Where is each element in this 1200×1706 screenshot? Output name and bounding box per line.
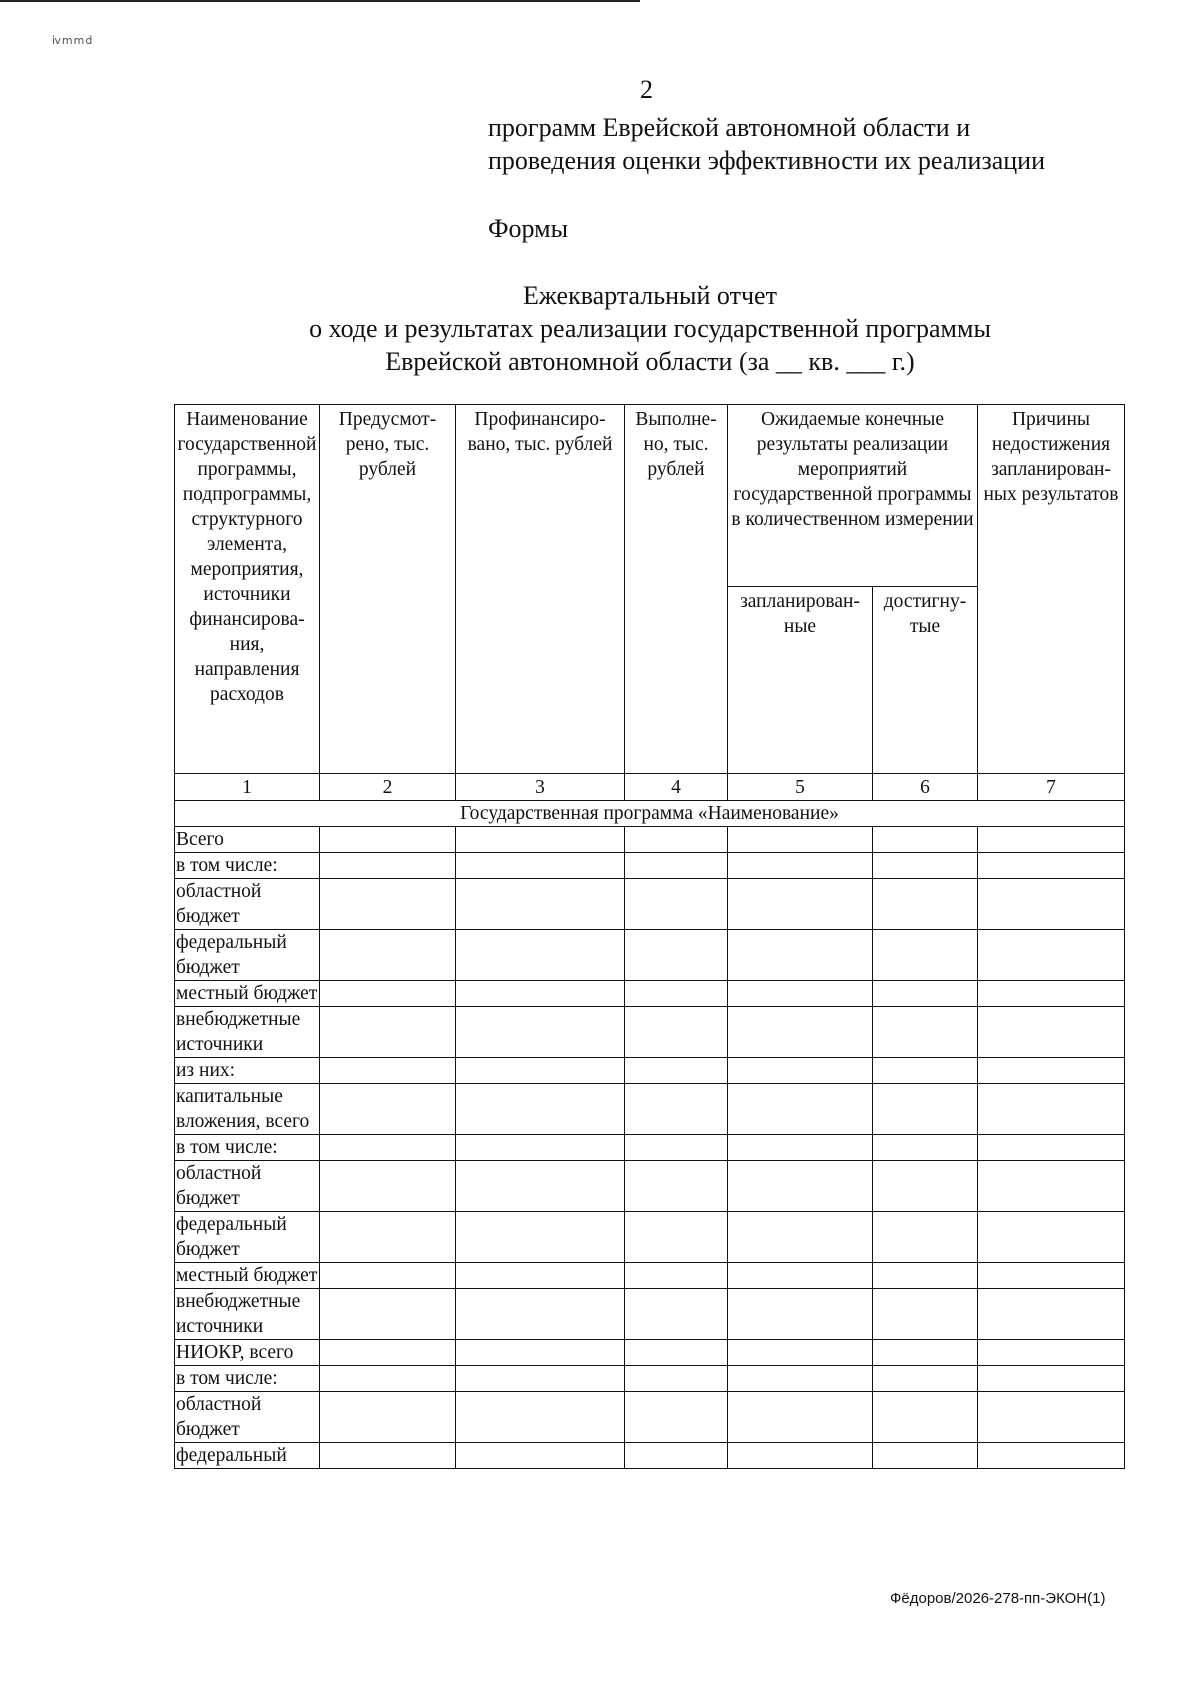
table-cell: [873, 1340, 978, 1366]
table-cell: [728, 1161, 873, 1212]
top-border-line: [0, 0, 640, 2]
table-cell: [728, 1007, 873, 1058]
table-cell: [625, 853, 728, 879]
row-label: из них:: [175, 1058, 320, 1084]
table-cell: [320, 1340, 456, 1366]
table-cell: [728, 1366, 873, 1392]
table-row: [175, 827, 1125, 853]
section-title: Государственная программа «Наименование»: [175, 801, 1125, 827]
table-cell: [873, 1212, 978, 1263]
table-cell: [625, 1289, 728, 1340]
table-row: [175, 1340, 1125, 1366]
table-row: [175, 1263, 1125, 1289]
table-cell: [320, 1263, 456, 1289]
table-row: [175, 1366, 1125, 1392]
table-cell: [978, 1443, 1125, 1469]
report-title-line-2: о ходе и результатах реализации государственной программы: [309, 314, 991, 343]
table-cell: [728, 1443, 873, 1469]
table-cell: [873, 853, 978, 879]
table-cell: [873, 1161, 978, 1212]
table-cell: [873, 981, 978, 1007]
column-numbers-row: [175, 774, 1125, 801]
table-cell: [320, 1135, 456, 1161]
table-cell: [978, 853, 1125, 879]
table-cell: [625, 1212, 728, 1263]
table-cell: [320, 1161, 456, 1212]
row-label: федеральный бюджет: [175, 930, 320, 981]
row-label: федеральный: [175, 1443, 320, 1469]
table-cell: [873, 1084, 978, 1135]
table-cell: [728, 1212, 873, 1263]
table-cell: [625, 1392, 728, 1443]
table-cell: [625, 1007, 728, 1058]
table-cell: [978, 981, 1125, 1007]
table-cell: [625, 981, 728, 1007]
header-col-7: Причины недостижения запланированных результатов: [978, 405, 1125, 774]
table-row: [175, 1007, 1125, 1058]
table-cell: [873, 1392, 978, 1443]
row-label: внебюджетные источники: [175, 1007, 320, 1058]
table-row: [175, 1058, 1125, 1084]
scan-mark: ⅳⅿⅿⅾ: [52, 35, 94, 47]
table-cell: [728, 1289, 873, 1340]
table-cell: [978, 879, 1125, 930]
table-cell: [456, 1392, 625, 1443]
table-row: [175, 1443, 1125, 1469]
column-number: 2: [320, 774, 456, 801]
table-cell: [625, 827, 728, 853]
table-cell: [320, 1058, 456, 1084]
table-cell: [456, 981, 625, 1007]
table-cell: [320, 930, 456, 981]
table-cell: [456, 1135, 625, 1161]
header-col-1: Наименование государственной программы, подпрограммы, структурного элемента, мероприятия, источники финансирования, направления расходов: [175, 405, 320, 774]
table-cell: [873, 1366, 978, 1392]
table-cell: [456, 1289, 625, 1340]
row-label: капитальные вложения, всего: [175, 1084, 320, 1135]
header-col-5: запланированные: [728, 587, 873, 774]
table-cell: [728, 853, 873, 879]
table-row: [175, 930, 1125, 981]
section-row: [175, 801, 1125, 827]
table-cell: [873, 930, 978, 981]
table-cell: [728, 930, 873, 981]
row-label: областной бюджет: [175, 879, 320, 930]
table-cell: [320, 1212, 456, 1263]
table-cell: [873, 1443, 978, 1469]
table-row: [175, 981, 1125, 1007]
table-cell: [625, 1340, 728, 1366]
table-cell: [978, 1289, 1125, 1340]
table-cell: [456, 1263, 625, 1289]
table-cell: [625, 1135, 728, 1161]
table-cell: [728, 1058, 873, 1084]
row-label: областной бюджет: [175, 1161, 320, 1212]
table-cell: [728, 1084, 873, 1135]
table-cell: [978, 1263, 1125, 1289]
table-cell: [625, 930, 728, 981]
table-cell: [978, 1366, 1125, 1392]
table-cell: [320, 1007, 456, 1058]
table-cell: [456, 1161, 625, 1212]
table-cell: [978, 930, 1125, 981]
header-col-3: Профинансировано, тыс. рублей: [456, 405, 625, 774]
row-label: в том числе:: [175, 1135, 320, 1161]
table-cell: [625, 1263, 728, 1289]
header-col-4: Выполнено, тыс. рублей: [625, 405, 728, 774]
row-label: местный бюджет: [175, 981, 320, 1007]
table-row: [175, 1289, 1125, 1340]
table-cell: [320, 1289, 456, 1340]
header-col-5-6-group: Ожидаемые конечные результаты реализации мероприятий государственной программы в количественном измерении: [728, 405, 978, 587]
column-number: 7: [978, 774, 1125, 801]
row-label: в том числе:: [175, 1366, 320, 1392]
table-cell: [873, 1007, 978, 1058]
table-row: [175, 1084, 1125, 1135]
table-cell: [728, 1263, 873, 1289]
report-title-line-1: Ежеквартальный отчет: [523, 281, 777, 310]
table-cell: [456, 879, 625, 930]
table-row: [175, 879, 1125, 930]
table-cell: [320, 827, 456, 853]
table-cell: [873, 879, 978, 930]
table-cell: [320, 981, 456, 1007]
table-cell: [456, 1340, 625, 1366]
row-label: местный бюджет: [175, 1263, 320, 1289]
header-line-2: проведения оценки эффективности их реализации: [488, 146, 1045, 175]
table-cell: [625, 1161, 728, 1212]
table-cell: [978, 1340, 1125, 1366]
table-cell: [320, 879, 456, 930]
table-row: [175, 1212, 1125, 1263]
table-cell: [728, 827, 873, 853]
table-cell: [873, 827, 978, 853]
report-table: [174, 404, 1125, 1469]
table-cell: [625, 879, 728, 930]
table-cell: [978, 1212, 1125, 1263]
table-cell: [456, 930, 625, 981]
table-cell: [456, 1366, 625, 1392]
table-cell: [625, 1443, 728, 1469]
table-cell: [728, 1340, 873, 1366]
table-cell: [456, 853, 625, 879]
table-cell: [625, 1058, 728, 1084]
table-cell: [320, 1392, 456, 1443]
column-number: 3: [456, 774, 625, 801]
table-cell: [456, 1443, 625, 1469]
page-number: 2: [640, 75, 653, 104]
document-code: Фёдоров/2026-278-пп-ЭКОН(1): [890, 1590, 1106, 1607]
table-cell: [320, 853, 456, 879]
table-cell: [728, 1135, 873, 1161]
table-row: [175, 1161, 1125, 1212]
table-row: [175, 853, 1125, 879]
table-cell: [873, 1135, 978, 1161]
report-title-line-3: Еврейской автономной области (за __ кв. ___ г.): [385, 347, 915, 376]
column-number: 4: [625, 774, 728, 801]
header-col-6: достигнутые: [873, 587, 978, 774]
table-cell: [456, 1084, 625, 1135]
table-cell: [978, 1135, 1125, 1161]
column-number: 1: [175, 774, 320, 801]
table-cell: [873, 1263, 978, 1289]
table-cell: [456, 1007, 625, 1058]
row-label: НИОКР, всего: [175, 1340, 320, 1366]
row-label: федеральный бюджет: [175, 1212, 320, 1263]
forms-label: Формы: [488, 214, 569, 243]
header-line-1: программ Еврейской автономной области и: [488, 113, 971, 142]
header-col-2: Предусмотрено, тыс. рублей: [320, 405, 456, 774]
table-cell: [978, 1058, 1125, 1084]
row-label: в том числе:: [175, 853, 320, 879]
table-row: [175, 1392, 1125, 1443]
table-cell: [978, 1392, 1125, 1443]
table-cell: [456, 1212, 625, 1263]
table-cell: [873, 1058, 978, 1084]
table-cell: [728, 1392, 873, 1443]
table-cell: [320, 1366, 456, 1392]
row-label: внебюджетные источники: [175, 1289, 320, 1340]
table-cell: [456, 827, 625, 853]
table-cell: [625, 1084, 728, 1135]
table-cell: [978, 1007, 1125, 1058]
column-number: 6: [873, 774, 978, 801]
table-cell: [978, 1161, 1125, 1212]
table-cell: [625, 1366, 728, 1392]
table-cell: [978, 827, 1125, 853]
table-cell: [456, 1058, 625, 1084]
row-label: областной бюджет: [175, 1392, 320, 1443]
table-cell: [728, 879, 873, 930]
table-cell: [978, 1084, 1125, 1135]
table-cell: [873, 1289, 978, 1340]
table-cell: [320, 1443, 456, 1469]
column-number: 5: [728, 774, 873, 801]
table-row: [175, 1135, 1125, 1161]
table-cell: [320, 1084, 456, 1135]
table-cell: [728, 981, 873, 1007]
row-label: Всего: [175, 827, 320, 853]
